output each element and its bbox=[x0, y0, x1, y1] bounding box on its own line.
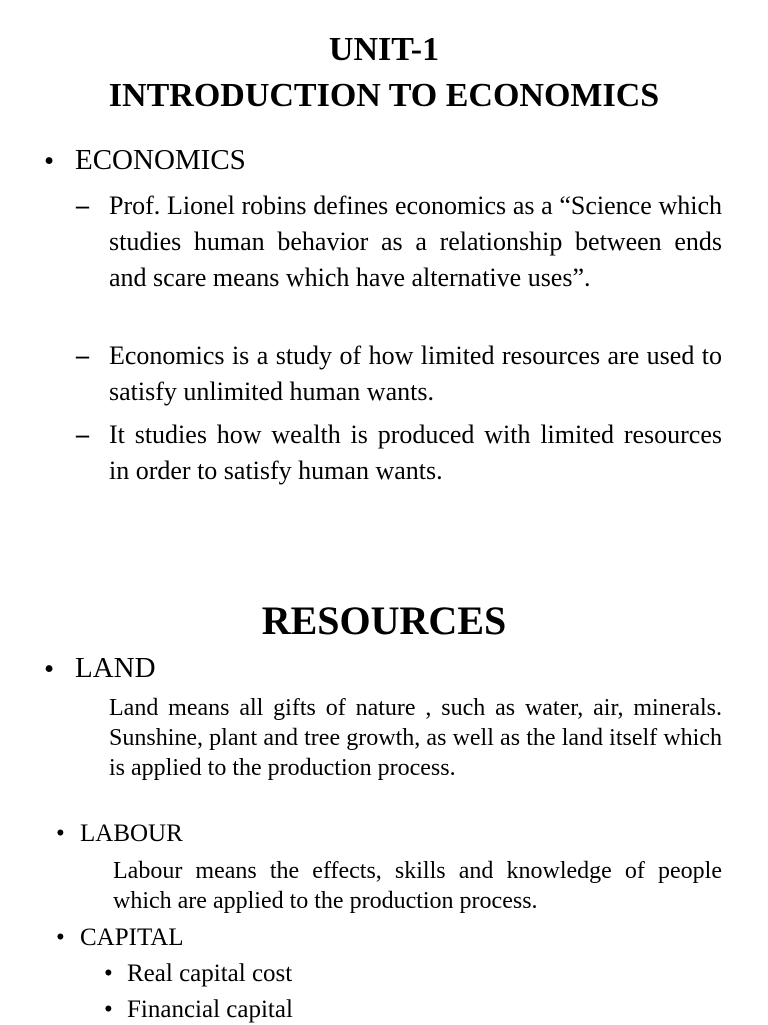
labour-description: Labour means the effects, skills and knowledge of people which are applied to the production process. bbox=[113, 858, 722, 914]
economics-point-2 bbox=[76, 338, 722, 410]
economics-point-text: It studies how wealth is produced with limited resources in order to satisfy human wants. bbox=[109, 420, 722, 485]
economics-point-3 bbox=[76, 417, 722, 489]
economics-bullet bbox=[44, 144, 54, 178]
dash-icon: – bbox=[76, 420, 89, 449]
capital-item-financial: Financial capital bbox=[127, 996, 293, 1023]
economics-point-text: Economics is a study of how limited resources are used to satisfy unlimited human wants. bbox=[109, 341, 722, 406]
dash-icon: – bbox=[76, 341, 89, 370]
economics-heading: ECONOMICS bbox=[75, 144, 246, 176]
capital-bullet bbox=[56, 923, 65, 953]
resources-title: RESOURCES bbox=[261, 598, 507, 643]
bullet-icon: • bbox=[104, 960, 113, 987]
land-description: Land means all gifts of nature , such as water, air, minerals. Sunshine, plant and tree growth, as well as the land itself which is applied to the production process. bbox=[109, 695, 722, 781]
bullet-icon: • bbox=[56, 820, 65, 847]
economics-point-text: Prof. Lionel robins defines economics as a “Science which studies human behavior as a relationship between ends and scare means which have alternative uses”. bbox=[109, 191, 722, 292]
economics-point-1 bbox=[76, 188, 722, 296]
capital-heading: CAPITAL bbox=[80, 924, 184, 951]
capital-item-bullet bbox=[104, 995, 113, 1025]
labour-bullet bbox=[56, 819, 65, 849]
bullet-icon: • bbox=[44, 653, 55, 685]
capital-item-bullet bbox=[104, 959, 113, 989]
capital-item-real: Real capital cost bbox=[127, 960, 293, 987]
land-bullet bbox=[44, 652, 54, 686]
bullet-icon: • bbox=[44, 145, 55, 177]
labour-heading: LABOUR bbox=[80, 820, 183, 847]
bullet-icon: • bbox=[104, 996, 113, 1023]
dash-icon: – bbox=[76, 191, 89, 220]
land-heading: LAND bbox=[75, 652, 156, 684]
unit-label: UNIT-1 bbox=[328, 31, 440, 68]
bullet-icon: • bbox=[56, 924, 65, 951]
page-title: INTRODUCTION TO ECONOMICS bbox=[108, 77, 660, 114]
